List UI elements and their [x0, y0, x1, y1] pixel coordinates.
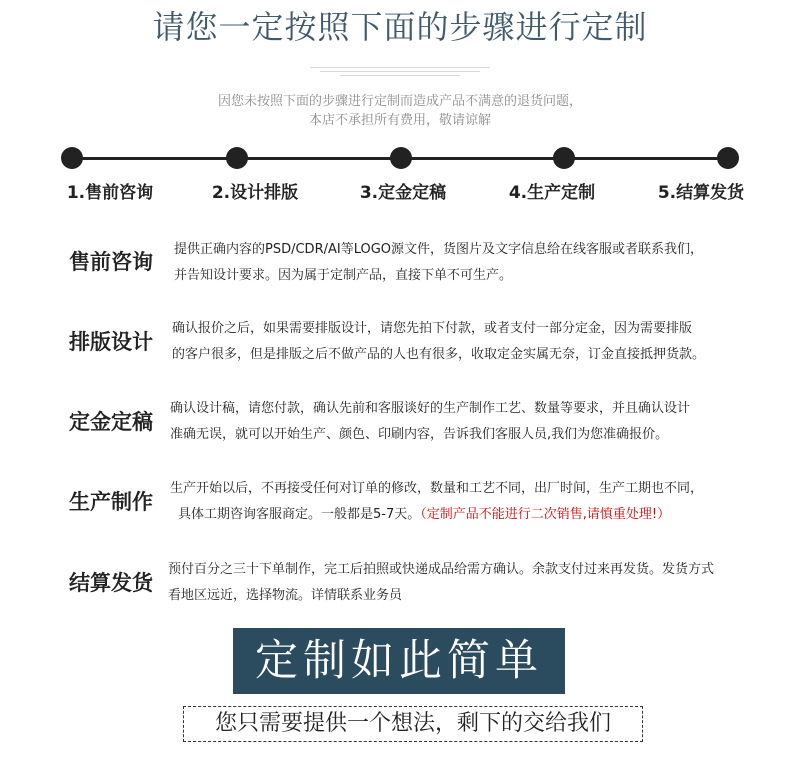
section-heading: 结算发货: [69, 571, 153, 595]
section-body: [174, 237, 703, 289]
section-line-1: 确认设计稿，请您付款，确认先前和客服谈好的生产制作工艺、数量等要求，并且确认设计: [170, 401, 691, 416]
section-line-2: 看地区远近，选择物流。详情联系业务员: [168, 588, 403, 603]
notice-line-2: 本店不承担所有费用，敬请谅解: [308, 113, 491, 128]
section-line-2-text: 具体工期咨询客服商定。一般都是5-7天。: [178, 507, 421, 522]
step-label-4: 4.生产定制: [508, 183, 596, 203]
section-body: [168, 557, 714, 609]
section-line-2: 并告知设计要求。因为属于定制产品，直接下单不可生产。: [174, 268, 513, 283]
step-dot-1: [61, 147, 83, 169]
warning-text: （定制产品不能进行二次销售,请慎重处理!）: [420, 507, 671, 522]
section-body: [170, 396, 690, 448]
section-line-2: [170, 502, 703, 528]
step-label-5: 5.结算发货: [657, 183, 745, 203]
page-title: 请您一定按照下面的步骤进行定制: [152, 8, 648, 46]
section-line-2: 的客户很多，但是排版之后不做产品的人也有很多，收取定金实属无奈，订金直接抵押货款。: [172, 347, 706, 362]
step-label-3: 3.定金定稿: [359, 183, 447, 203]
section-heading: 定金定稿: [69, 410, 153, 434]
banner: 定制如此简单: [233, 628, 565, 694]
section-heading: 排版设计: [69, 330, 153, 354]
section-heading: 售前咨询: [69, 250, 153, 274]
step-dot-5: [717, 147, 739, 169]
step-dot-4: [553, 147, 575, 169]
section-line-1: 生产开始以后，不再接受任何对订单的修改，数量和工艺不同，出厂时间，生产工期也不同，: [170, 481, 704, 496]
tagline: 您只需要提供一个想法，剩下的交给我们: [183, 706, 643, 742]
section-body: [170, 476, 703, 528]
section-line-1: 确认报价之后，如果需要排版设计，请您先拍下付款，或者支付一部分定金，因为需要排版: [172, 321, 693, 336]
notice-line-1: 因您未按照下面的步骤进行定制而造成产品不满意的退货问题，: [217, 94, 582, 109]
section-line-1: 提供正确内容的PSD/CDR/AI等LOGO源文件，货图片及文字信息给在线客服或者联系我们，: [174, 242, 704, 257]
section-line-2: 准确无误，就可以开始生产、颜色、印刷内容，告诉我们客服人员,我们为您准确报价。: [170, 427, 669, 442]
step-label-1: 1.售前咨询: [66, 183, 154, 203]
step-dot-2: [226, 147, 248, 169]
step-dot-3: [390, 147, 412, 169]
notice-text: [0, 92, 800, 130]
decorative-faint-lines: [300, 64, 500, 78]
section-heading: 生产制作: [69, 490, 153, 514]
step-label-2: 2.设计排版: [211, 183, 299, 203]
section-line-1: 预付百分之三十下单制作，完工后拍照或快递成品给需方确认。余款支付过来再发货。发货方式: [168, 562, 715, 577]
section-body: [172, 316, 705, 368]
